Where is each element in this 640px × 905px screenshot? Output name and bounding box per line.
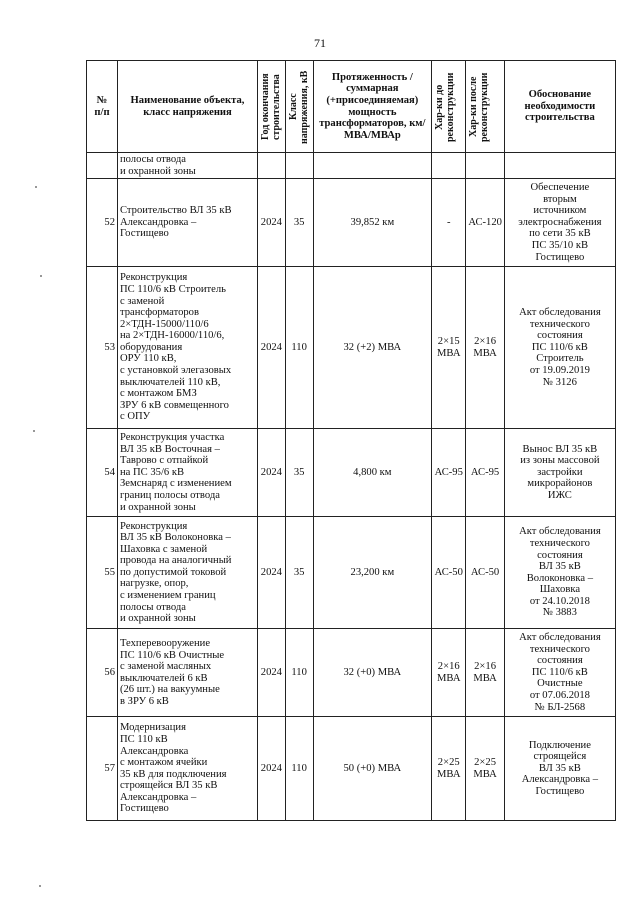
cell-length: 23,200 км: [313, 517, 432, 629]
table-row: [87, 717, 616, 821]
scan-speck: [33, 430, 35, 432]
cell-year: 2024: [257, 267, 285, 429]
cell-num: 56: [87, 629, 118, 717]
cell-num: 52: [87, 179, 118, 267]
cell-length: 50 (+0) МВА: [313, 717, 432, 821]
header-char-after: Хар-ки после реконструкции: [466, 61, 504, 153]
cell-kv: 35: [285, 517, 313, 629]
header-name: Наименование объекта, класс напряжения: [117, 61, 257, 153]
cell-kv: 35: [285, 179, 313, 267]
cell-before: -: [432, 179, 466, 267]
cell-after: 2×25 МВА: [466, 717, 504, 821]
cell-name: Модернизация ПС 110 кВ Александровка с монтажом ячейки 35 кВ для подключения строящейся ВЛ 35 кВ Александровка – Гостищево: [117, 717, 257, 821]
header-voltage-class: Класс напряжения, кВ: [285, 61, 313, 153]
cell-name: Строительство ВЛ 35 кВ Александровка – Гостищево: [117, 179, 257, 267]
cell-kv: 110: [285, 629, 313, 717]
cell-name: Реконструкция ПС 110/6 кВ Строитель с заменой трансформаторов 2×ТДН-15000/110/6 на 2×ТДН-16000/110/6, оборудования ОРУ 110 кВ, с установкой элегазовых выключателей 110 кВ, с монтажом БМЗ ЗРУ 6 кВ совмещенного с ОПУ: [117, 267, 257, 429]
cell-basis: Обеспечение вторым источником электроснабжения по сети 35 кВ ПС 35/10 кВ Гостищево: [504, 179, 615, 267]
cell-year: 2024: [257, 629, 285, 717]
cell-after: 2×16 МВА: [466, 267, 504, 429]
table-row: [87, 179, 616, 267]
scan-speck: [35, 186, 37, 188]
table-row: [87, 429, 616, 517]
cell-length: 32 (+2) МВА: [313, 267, 432, 429]
cell-before: АС-50: [432, 517, 466, 629]
header-year: Год окончания строительства: [257, 61, 285, 153]
header-basis: Обоснование необходимости строительства: [504, 61, 615, 153]
cell-length: 4,800 км: [313, 429, 432, 517]
cell-basis: Акт обследования технического состояния ПС 110/6 кВ Строитель от 19.09.2019 № 3126: [504, 267, 615, 429]
header-char-before: Хар-ки до реконструкции: [432, 61, 466, 153]
table-row: [87, 629, 616, 717]
cell-length: 32 (+0) МВА: [313, 629, 432, 717]
cell-basis: Вынос ВЛ 35 кВ из зоны массовой застройки микрорайонов ИЖС: [504, 429, 615, 517]
projects-table: [86, 60, 616, 821]
table-row-continuation: [87, 153, 616, 179]
cell-after: 2×16 МВА: [466, 629, 504, 717]
cell-before: 2×16 МВА: [432, 629, 466, 717]
cell-after: АС-120: [466, 179, 504, 267]
cell-num: 55: [87, 517, 118, 629]
header-row: [87, 61, 616, 153]
cell-after: АС-95: [466, 429, 504, 517]
cell-kv: 110: [285, 267, 313, 429]
cell-length: 39,852 км: [313, 179, 432, 267]
header-num: № п/п: [87, 61, 118, 153]
cell-year: 2024: [257, 429, 285, 517]
cell-basis: Акт обследования технического состояния ПС 110/6 кВ Очистные от 07.06.2018 № БЛ-2568: [504, 629, 615, 717]
cell-name: Реконструкция ВЛ 35 кВ Волоконовка – Шаховка с заменой провода на аналогичный по допустимой токовой нагрузке, опор, с изменением границ полосы отвода и охранной зоны: [117, 517, 257, 629]
cell-basis: Акт обследования технического состояния ВЛ 35 кВ Волоконовка – Шаховка от 24.10.2018 № 3883: [504, 517, 615, 629]
cell-before: 2×25 МВА: [432, 717, 466, 821]
cell-name: Техперевооружение ПС 110/6 кВ Очистные с заменой масляных выключателей 6 кВ (26 шт.) на вакуумные в ЗРУ 6 кВ: [117, 629, 257, 717]
cell-year: 2024: [257, 717, 285, 821]
cell-year: 2024: [257, 179, 285, 267]
cell-after: АС-50: [466, 517, 504, 629]
cell-name: Реконструкция участка ВЛ 35 кВ Восточная – Таврово с отпайкой на ПС 35/6 кВ Земснаряд с изменением границ полосы отвода и охранной зоны: [117, 429, 257, 517]
table-row: [87, 517, 616, 629]
continuation-name: полосы отвода и охранной зоны: [117, 153, 257, 179]
cell-before: 2×15 МВА: [432, 267, 466, 429]
cell-basis: Подключение строящейся ВЛ 35 кВ Александровка – Гостищево: [504, 717, 615, 821]
cell-num: 53: [87, 267, 118, 429]
page-number: 71: [314, 36, 326, 50]
cell-before: АС-95: [432, 429, 466, 517]
table-row: [87, 267, 616, 429]
scan-speck: [40, 275, 42, 277]
scan-speck: [39, 885, 41, 887]
cell-kv: 35: [285, 429, 313, 517]
cell-num: 54: [87, 429, 118, 517]
cell-year: 2024: [257, 517, 285, 629]
cell-kv: 110: [285, 717, 313, 821]
header-length-power: Протяженность / суммарная (+присоединяемая) мощность трансформаторов, км/МВА/МВАр: [313, 61, 432, 153]
cell-num: 57: [87, 717, 118, 821]
